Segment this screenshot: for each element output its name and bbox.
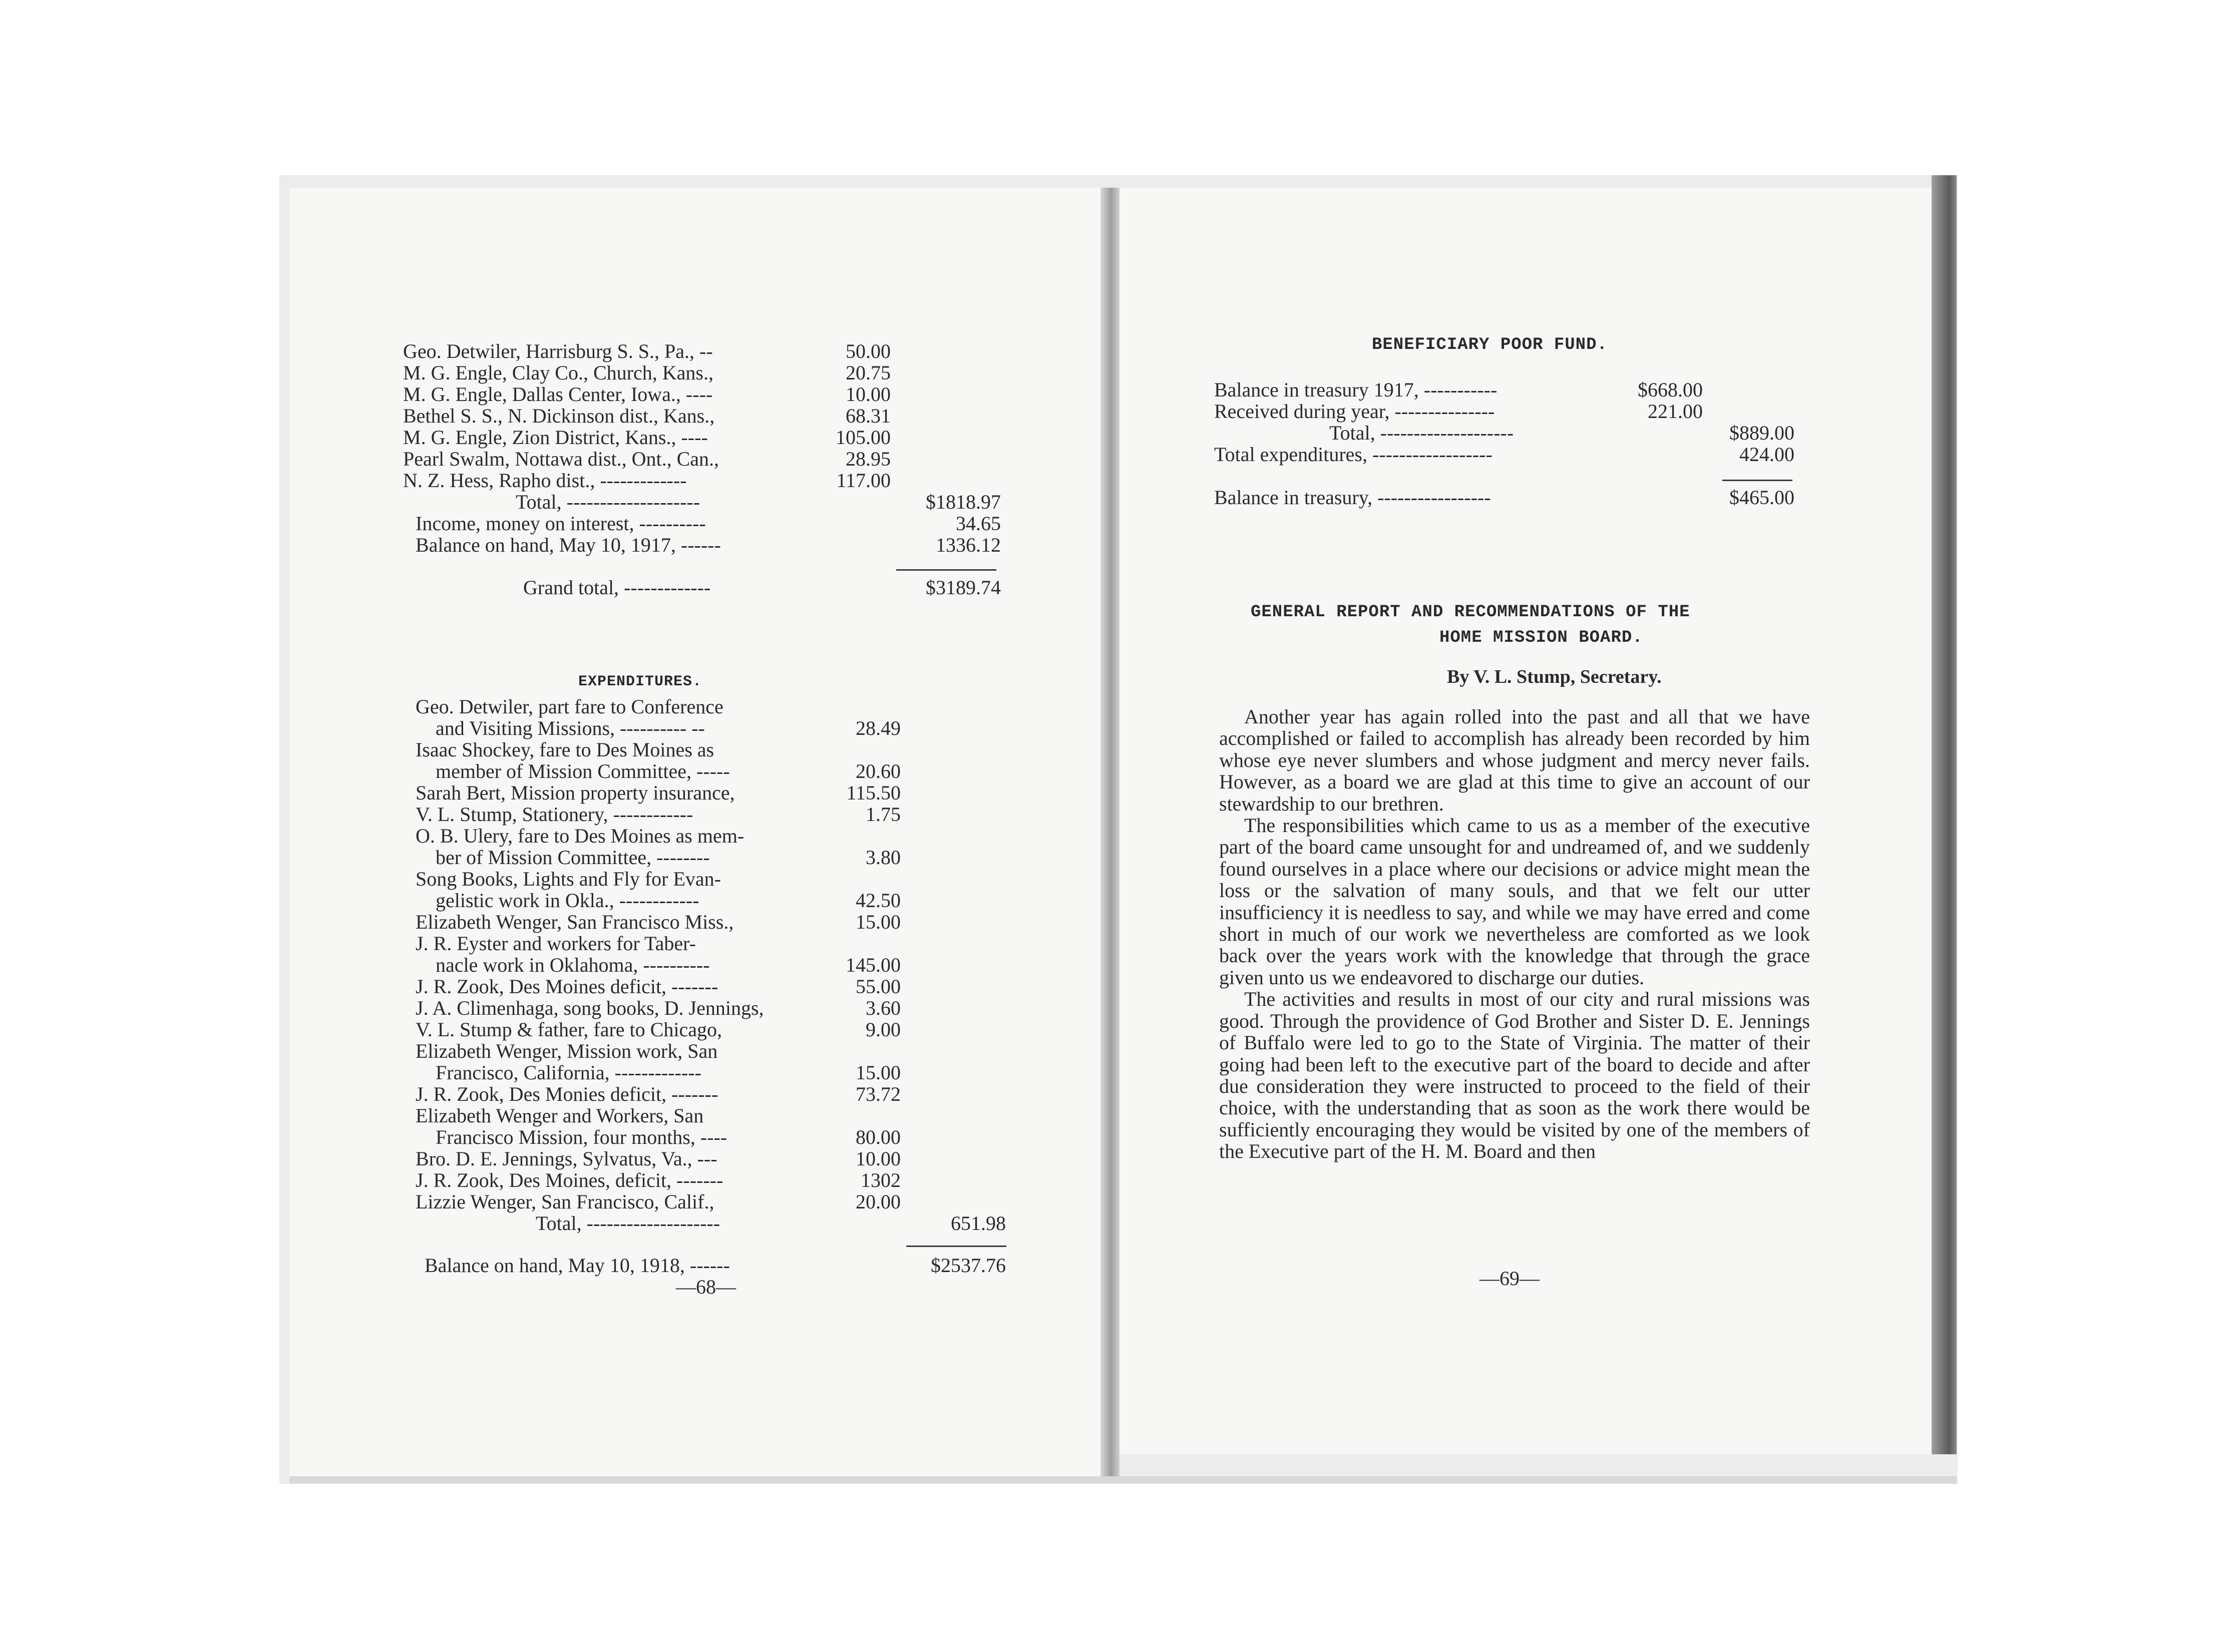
fund-row-label: Received during year, --------------- xyxy=(1214,400,1495,423)
byline: By V. L. Stump, Secretary. xyxy=(1447,666,1662,687)
receipt-text: N. Z. Hess, Rapho dist., ------------- xyxy=(403,469,687,492)
expenditure-text: nacle work in Oklahoma, ---------- xyxy=(436,954,710,976)
receipt-amount: 105.00 xyxy=(836,426,891,449)
income-label: Income, money on interest, ---------- xyxy=(416,512,706,535)
expenditures-total-label: Total, -------------------- xyxy=(536,1212,720,1234)
fund-balance-label: Balance in treasury, ----------------- xyxy=(1214,486,1491,509)
expenditure-text: O. B. Ulery, fare to Des Moines as mem- xyxy=(416,824,744,847)
receipts-total-label: Total, -------------------- xyxy=(516,491,700,513)
expenditure-amount: 145.00 xyxy=(846,954,901,976)
expenditure-text: Francisco Mission, four months, ---- xyxy=(436,1126,727,1148)
page-number: —68— xyxy=(676,1276,736,1298)
expenditure-amount: 115.50 xyxy=(846,781,901,804)
expenditure-text: J. R. Eyster and workers for Taber- xyxy=(416,932,696,955)
expenditure-text: V. L. Stump, Stationery, ------------ xyxy=(416,803,693,825)
grand-total-amount: $3189.74 xyxy=(926,576,1001,599)
fund-row-amount: 221.00 xyxy=(1648,400,1703,423)
fund-row-label: Total expenditures, ------------------ xyxy=(1214,443,1493,466)
expenditure-text: Elizabeth Wenger and Workers, San xyxy=(416,1104,704,1127)
page-number: —69— xyxy=(1479,1267,1540,1290)
report-body xyxy=(1219,706,1810,1162)
receipts-total-amount: $1818.97 xyxy=(926,491,1001,513)
receipt-amount: 68.31 xyxy=(846,404,891,427)
income-amount: 34.65 xyxy=(956,512,1001,535)
expenditure-text: ber of Mission Committee, -------- xyxy=(436,846,710,869)
receipt-text: Pearl Swalm, Nottawa dist., Ont., Can., xyxy=(403,448,719,470)
report-paragraph: The activities and results in most of our city and rural missions was good. Through the providence of God Brother and Sister D. E. Jennings of Buffalo were led to go to the State of Virginia. The matter of their going had been left to the executive part of the board to decide and after due consideration they were instructed to proceed to the field of their choice, with the understanding that as soon as the work there would be sufficiently encouraging they would be visited by one of the members of the Executive part of the H. M. Board and then xyxy=(1219,988,1810,1163)
expenditure-text: member of Mission Committee, ----- xyxy=(436,760,730,782)
expenditure-amount: 80.00 xyxy=(856,1126,901,1148)
expenditure-text: J. R. Zook, Des Monies deficit, ------- xyxy=(416,1083,718,1105)
receipt-amount: 20.75 xyxy=(846,361,891,384)
expenditure-amount: 42.50 xyxy=(856,889,901,912)
expenditure-text: Geo. Detwiler, part fare to Conference xyxy=(416,695,723,718)
expenditure-amount: 1.75 xyxy=(866,803,901,825)
receipt-text: M. G. Engle, Clay Co., Church, Kans., xyxy=(403,361,713,384)
grand-total-label: Grand total, ------------- xyxy=(523,576,711,599)
book-gutter xyxy=(1100,188,1120,1476)
report-subheading: HOME MISSION BOARD. xyxy=(1439,628,1643,647)
receipt-text: Bethel S. S., N. Dickinson dist., Kans., xyxy=(403,404,715,427)
expenditure-text: Elizabeth Wenger, San Francisco Miss., xyxy=(416,911,734,933)
balance-1917-label: Balance on hand, May 10, 1917, ------ xyxy=(416,534,721,556)
fund-row-label: Balance in treasury 1917, ----------- xyxy=(1214,378,1498,401)
receipt-text: M. G. Engle, Dallas Center, Iowa., ---- xyxy=(403,383,713,405)
expenditure-text: J. R. Zook, Des Moines, deficit, ------- xyxy=(416,1169,723,1191)
expenditure-amount: 20.00 xyxy=(856,1190,901,1213)
fund-row-label: Total, -------------------- xyxy=(1329,422,1514,444)
report-heading: GENERAL REPORT AND RECOMMENDATIONS OF THE xyxy=(1251,603,1690,622)
expenditure-text: Lizzie Wenger, San Francisco, Calif., xyxy=(416,1190,714,1213)
expenditure-amount: 3.60 xyxy=(866,997,901,1019)
scan-bottom-edge xyxy=(289,1476,1957,1484)
fund-balance-amount: $465.00 xyxy=(1729,486,1794,509)
expenditure-amount: 55.00 xyxy=(856,975,901,998)
expenditure-text: Francisco, California, ------------- xyxy=(436,1061,701,1084)
report-paragraph: The responsibilities which came to us as a member of the executive part of the board came unsought for and undreamed of, and we suddenly found ourselves in a place where our decisions or advice might mean the loss or the salvation of many souls, and that we felt our utter insufficiency it is needless to say, and while we may have erred and come short in much of our work we nevertheless are comforted as we look back over the years work with the knowledge that through the grace given unto us we endeavored to discharge our duties. xyxy=(1219,814,1810,989)
expenditure-text: gelistic work in Okla., ------------ xyxy=(436,889,699,912)
expenditures-total-amount: 651.98 xyxy=(951,1212,1006,1234)
expenditure-amount: 3.80 xyxy=(866,846,901,869)
sum-rule xyxy=(896,569,996,571)
expenditure-text: and Visiting Missions, ---------- -- xyxy=(436,717,705,739)
expenditure-text: Isaac Shockey, fare to Des Moines as xyxy=(416,738,714,761)
expenditure-amount: 9.00 xyxy=(866,1018,901,1041)
sum-rule xyxy=(1722,480,1792,481)
receipt-text: M. G. Engle, Zion District, Kans., ---- xyxy=(403,426,708,449)
fund-row-total: 424.00 xyxy=(1739,443,1794,466)
expenditure-amount: 15.00 xyxy=(856,1061,901,1084)
expenditure-amount: 15.00 xyxy=(856,911,901,933)
expenditure-amount: 1302 xyxy=(861,1169,901,1191)
receipt-amount: 117.00 xyxy=(836,469,891,492)
expenditure-amount: 28.49 xyxy=(856,717,901,739)
receipt-amount: 50.00 xyxy=(846,340,891,362)
expenditure-text: Song Books, Lights and Fly for Evan- xyxy=(416,868,721,890)
receipt-amount: 28.95 xyxy=(846,448,891,470)
expenditure-text: J. R. Zook, Des Moines deficit, ------- xyxy=(416,975,718,998)
receipt-amount: 10.00 xyxy=(846,383,891,405)
balance-1918-amount: $2537.76 xyxy=(931,1254,1006,1277)
report-paragraph: Another year has again rolled into the past and all that we have accomplished or failed to accomplish has already been recorded by him whose eye never slumbers and whose judgment and mercy never fails. However, as a board we are glad at this time to give an account of our stewardship to our brethren. xyxy=(1219,705,1810,815)
fund-row-amount: $668.00 xyxy=(1638,378,1703,401)
receipt-text: Geo. Detwiler, Harrisburg S. S., Pa., -- xyxy=(403,340,713,362)
expenditures-heading: EXPENDITURES. xyxy=(578,673,702,690)
balance-1917-amount: 1336.12 xyxy=(936,534,1001,556)
sum-rule xyxy=(906,1246,1006,1247)
expenditure-text: J. A. Climenhaga, song books, D. Jennings, xyxy=(416,997,764,1019)
expenditure-text: Bro. D. E. Jennings, Sylvatus, Va., --- xyxy=(416,1147,717,1170)
expenditure-amount: 73.72 xyxy=(856,1083,901,1105)
expenditure-amount: 20.60 xyxy=(856,760,901,782)
fund-heading: BENEFICIARY POOR FUND. xyxy=(1372,335,1608,354)
fund-row-total: $889.00 xyxy=(1729,422,1794,444)
book-right-edge xyxy=(1932,175,1957,1454)
expenditure-text: Sarah Bert, Mission property insurance, xyxy=(416,781,735,804)
expenditure-text: Elizabeth Wenger, Mission work, San xyxy=(416,1040,718,1062)
expenditure-text: V. L. Stump & father, fare to Chicago, xyxy=(416,1018,722,1041)
balance-1918-label: Balance on hand, May 10, 1918, ------ xyxy=(425,1254,730,1277)
expenditure-amount: 10.00 xyxy=(856,1147,901,1170)
